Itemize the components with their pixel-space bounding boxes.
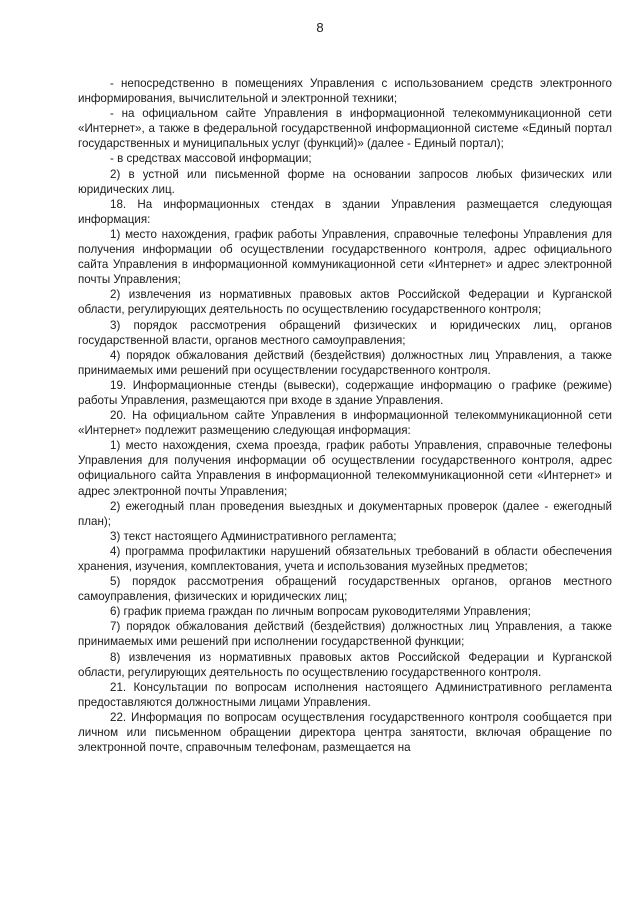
paragraph: 3) текст настоящего Административного регламента; <box>110 529 397 543</box>
page-number: 8 <box>316 20 324 35</box>
paragraph: - на официальном сайте Управления в информационной телекоммуникационной сети «Интернет», а также в федеральной государственной информационной системе «Единый портал государственных и муниципальных услуг (функций)» (далее - Единый портал); <box>78 107 612 151</box>
paragraph: 19. Информационные стенды (вывески), содержащие информацию о графике (режиме) работы Управления, размещаются при входе в здание Управления. <box>78 378 612 407</box>
paragraph: 3) порядок рассмотрения обращений физических и юридических лиц, органов государственной власти, органов местного самоуправления; <box>78 318 612 347</box>
paragraph: 6) график приема граждан по личным вопросам руководителями Управления; <box>110 605 531 619</box>
paragraph: 4) программа профилактики нарушений обязательных требований в области обеспечения хранения, изучения, комплектования, учета и использования музейных предметов; <box>78 544 612 573</box>
paragraph: 5) порядок рассмотрения обращений государственных органов, органов местного самоуправления, физических и юридических лиц; <box>78 575 612 604</box>
paragraph: 8) извлечения из нормативных правовых актов Российской Федерации и Курганской области, регулирующих деятельность по осуществлению государственного контроля. <box>78 650 612 679</box>
paragraph: 20. На официальном сайте Управления в информационной телекоммуникационной сети «Интернет» подлежит размещению следующая информация: <box>78 409 612 438</box>
paragraph: - в средствах массовой информации; <box>110 152 312 166</box>
paragraph: 2) в устной или письменной форме на основании запросов любых физических или юридических лиц. <box>78 167 612 196</box>
paragraph: 1) место нахождения, график работы Управления, справочные телефоны Управления для получения информации об осуществлении государственного контроля, адрес официального сайта Управления в информационной коммуникационной сети «Интернет» и адрес электронной почты Управления; <box>78 227 612 287</box>
paragraph: - непосредственно в помещениях Управления с использованием средств электронного информирования, вычислительной и электронной техники; <box>78 77 612 106</box>
paragraph: 21. Консультации по вопросам исполнения настоящего Административного регламента предоставляются должностными лицами Управления. <box>78 680 612 709</box>
paragraph: 4) порядок обжалования действий (бездействия) должностных лиц Управления, а также принимаемых ими решений при осуществлении государственного контроля. <box>78 348 612 377</box>
paragraph: 22. Информация по вопросам осуществления государственного контроля сообщается при личном или письменном обращении директора центра занятости, включая обращение по электронной почте, справочным телефонам, размещается на <box>78 710 612 755</box>
paragraph: 2) извлечения из нормативных правовых актов Российской Федерации и Курганской области, регулирующих деятельность по осуществлению государственного контроля; <box>78 288 612 317</box>
paragraph: 18. На информационных стендах в здании Управления размещается следующая информация: <box>78 197 612 226</box>
paragraph: 7) порядок обжалования действий (бездействия) должностных лиц Управления, а также принимаемых ими решений при исполнении государственной функции; <box>78 620 612 649</box>
paragraph: 2) ежегодный план проведения выездных и документарных проверок (далее - ежегодный план); <box>78 499 612 528</box>
paragraph: 1) место нахождения, схема проезда, график работы Управления, справочные телефоны Управления для получения информации об осуществлении государственного контроля, адрес официального сайта Управления в информационной телекоммуникационной сети «Интернет» и адрес электронной почты Управления; <box>78 439 612 498</box>
document-body <box>78 76 612 755</box>
